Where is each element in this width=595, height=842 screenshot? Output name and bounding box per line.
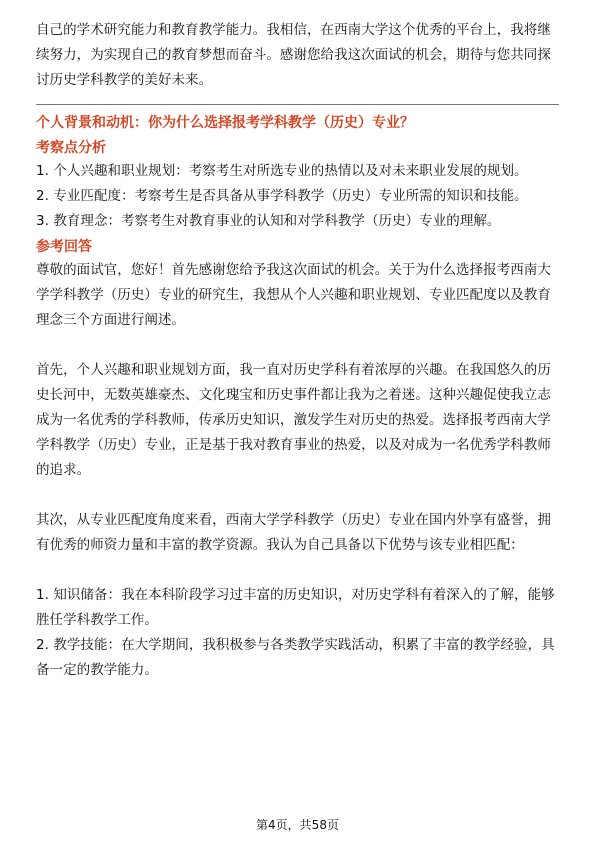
paragraph-gap — [36, 483, 559, 508]
page-content — [36, 18, 559, 683]
answer-paragraph: 尊敬的面试官，您好！首先感谢您给予我这次面试的机会。关于为什么选择报考西南大学学科教学（历史）专业的研究生，我想从个人兴趣和职业规划、专业匹配度以及教育理念三个方面进行阐述。 — [36, 262, 551, 328]
analysis-item: 3. 教育理念：考察考生对教育事业的认知和对学科教学（历史）专业的理解。 — [36, 213, 501, 229]
answer-heading: 参考回答 — [36, 239, 92, 255]
answer-list-item: 1. 知识储备：我在本科阶段学习过丰富的历史知识，对历史学科有着深入的了解，能够胜任学科教学工作。 — [36, 587, 555, 628]
paragraph-gap — [36, 558, 559, 583]
analysis-item: 2. 专业匹配度：考察考生是否具备从事学科教学（历史）专业所需的知识和技能。 — [36, 188, 528, 204]
answer-paragraph: 其次，从专业匹配度角度来看，西南大学学科教学（历史）专业在国内外享有盛誉，拥有优秀的师资力量和丰富的教学资源。我认为自己具备以下优势与该专业相匹配： — [36, 512, 551, 553]
answer-list-item: 2. 教学技能：在大学期间，我积极参与各类教学实践活动，积累了丰富的教学经验，具备一定的教学能力。 — [36, 637, 555, 678]
intro-paragraph: 自己的学术研究能力和教育教学能力。我相信，在西南大学这个优秀的平台上，我将继续努力，为实现自己的教育梦想而奋斗。感谢您给我这次面试的机会，期待与您共同探讨历史学科教学的美好未来。 — [36, 22, 551, 88]
page-number-footer: 第4页，共58页 — [256, 818, 339, 832]
paragraph-gap — [36, 333, 559, 358]
analysis-heading: 考察点分析 — [36, 140, 106, 156]
section-divider — [36, 104, 559, 105]
question-title: 个人背景和动机：你为什么选择报考学科教学（历史）专业？ — [36, 115, 414, 131]
answer-paragraph: 首先，个人兴趣和职业规划方面，我一直对历史学科有着浓厚的兴趣。在我国悠久的历史长河中，无数英雄豪杰、文化瑰宝和历史事件都让我为之着迷。这种兴趣促使我立志成为一名优秀的学科教师，传承历史知识，激发学生对历史的热爱。选择报考西南大学学科教学（历史）专业，正是基于我对教育事业的热爱，以及对成为一名优秀学科教师的追求。 — [36, 362, 551, 478]
analysis-item: 1. 个人兴趣和职业规划：考察考生对所选专业的热情以及对未来职业发展的规划。 — [36, 163, 528, 179]
